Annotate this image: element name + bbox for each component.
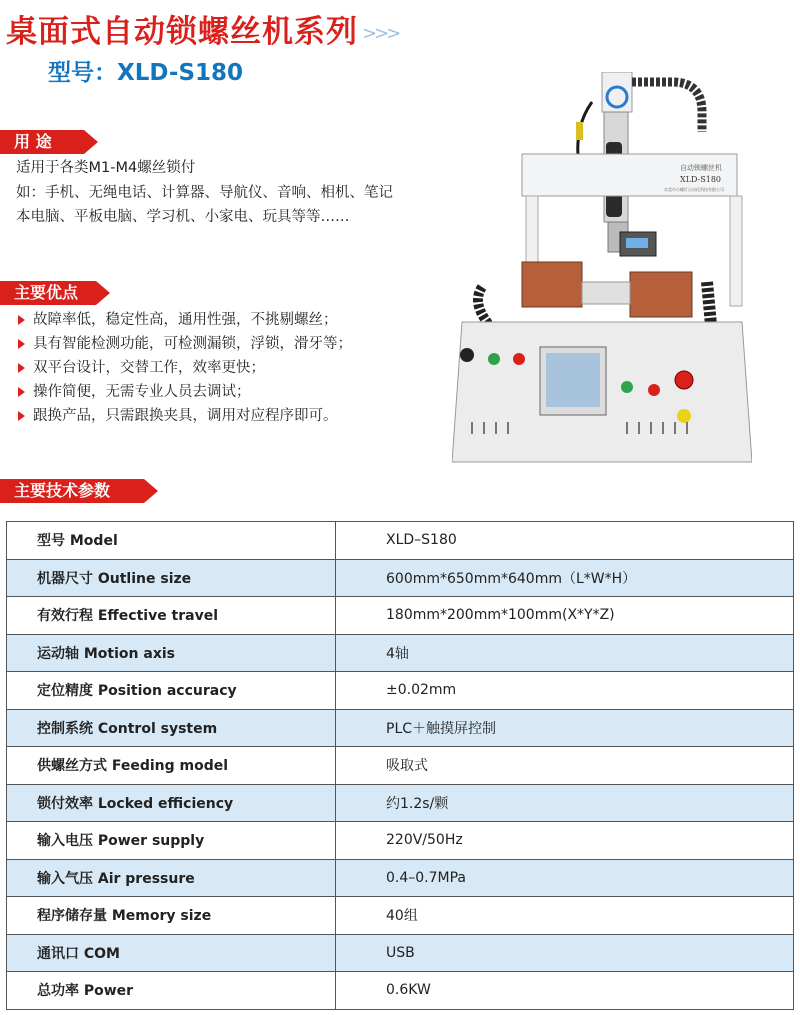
emergency-stop-icon	[675, 371, 693, 389]
green-button-icon	[488, 353, 500, 365]
triangle-bullet-icon	[18, 363, 25, 373]
section-tag-specs	[0, 479, 144, 503]
panel-label: 自动锁螺丝机	[680, 164, 722, 172]
page-title	[6, 6, 398, 51]
table-row	[7, 972, 794, 1010]
spec-value: 40组	[336, 897, 794, 935]
chevron-right-icon: >>>	[362, 23, 399, 44]
spec-label: 控制系统 Control system	[7, 709, 336, 747]
spec-value: 0.4–0.7MPa	[336, 859, 794, 897]
spec-label: 通讯口 COM	[7, 934, 336, 972]
machine-image	[452, 72, 752, 472]
cable-chain-top	[632, 82, 702, 132]
spec-label: 运动轴 Motion axis	[7, 634, 336, 672]
spec-value: 600mm*650mm*640mm（L*W*H）	[336, 559, 794, 597]
table-row	[7, 747, 794, 785]
triangle-bullet-icon	[18, 387, 25, 397]
table-row	[7, 559, 794, 597]
table-row	[7, 672, 794, 710]
advantage-item	[18, 356, 265, 380]
spec-value: 180mm*200mm*100mm(X*Y*Z)	[336, 597, 794, 635]
spec-table	[6, 521, 794, 1010]
spec-value: 220V/50Hz	[336, 822, 794, 860]
usage-line: 适用于各类M1-M4螺丝锁付	[16, 160, 196, 176]
spec-table-body	[7, 522, 794, 1010]
panel-label: 东莞市小螺钉自动化科技有限公司	[664, 187, 724, 192]
spec-label: 总功率 Power	[7, 972, 336, 1010]
table-row	[7, 859, 794, 897]
usage-line: 如：手机、无绳电话、计算器、导航仪、音响、相机、笔记	[16, 185, 393, 201]
spec-value: 0.6KW	[336, 972, 794, 1010]
spec-value: 约1.2s/颗	[336, 784, 794, 822]
spec-label: 锁付效率 Locked efficiency	[7, 784, 336, 822]
advantage-item	[18, 332, 352, 356]
table-row	[7, 709, 794, 747]
table-row	[7, 822, 794, 860]
table-row	[7, 784, 794, 822]
section-tag-advantages	[0, 281, 96, 305]
advantage-item	[18, 380, 251, 404]
section-tag-label: 主要技术参数	[14, 481, 111, 500]
table-row	[7, 634, 794, 672]
section-tag-usage	[0, 130, 84, 154]
spec-value: PLC＋触摸屏控制	[336, 709, 794, 747]
table-row	[7, 934, 794, 972]
advantage-text: 具有智能检测功能，可检测漏锁，浮锁，滑牙等；	[33, 336, 352, 352]
spec-value: 吸取式	[336, 747, 794, 785]
red-button-icon	[648, 384, 660, 396]
spec-label: 程序储存量 Memory size	[7, 897, 336, 935]
triangle-bullet-icon	[18, 315, 25, 325]
spec-label: 输入电压 Power supply	[7, 822, 336, 860]
spec-label: 输入气压 Air pressure	[7, 859, 336, 897]
advantage-text: 故障率低，稳定性高，通用性强，不挑剔螺丝；	[33, 312, 338, 328]
section-tag-label: 用 途	[14, 132, 52, 151]
table-row	[7, 897, 794, 935]
red-button-icon	[513, 353, 525, 365]
usage-line: 本电脑、平板电脑、学习机、小家电、玩具等等……	[16, 209, 350, 225]
green-button-icon	[621, 381, 633, 393]
spec-value: 4轴	[336, 634, 794, 672]
section-tag-label: 主要优点	[14, 283, 79, 302]
spec-label: 定位精度 Position accuracy	[7, 672, 336, 710]
triangle-bullet-icon	[18, 339, 25, 349]
table-row	[7, 522, 794, 560]
advantage-item	[18, 404, 338, 428]
yellow-button-icon	[677, 409, 691, 423]
fixture-left	[522, 262, 582, 307]
spec-value: USB	[336, 934, 794, 972]
model-subtitle: 型号：XLD-S180	[48, 60, 244, 86]
advantage-text: 双平台设计，交替工作，效率更快；	[33, 360, 265, 376]
triangle-bullet-icon	[18, 411, 25, 421]
table-row	[7, 597, 794, 635]
spec-label: 供螺丝方式 Feeding model	[7, 747, 336, 785]
spec-value: ±0.02mm	[336, 672, 794, 710]
spec-label: 型号 Model	[7, 522, 336, 560]
title-text: 桌面式自动锁螺丝机系列	[6, 14, 358, 50]
advantage-item	[18, 308, 338, 332]
spec-label: 有效行程 Effective travel	[7, 597, 336, 635]
spec-label: 机器尺寸 Outline size	[7, 559, 336, 597]
advantage-text: 操作简便，无需专业人员去调试；	[33, 384, 251, 400]
advantage-text: 跟换产品，只需跟换夹具，调用对应程序即可。	[33, 408, 338, 424]
panel-label: XLD-S180	[680, 175, 722, 184]
spec-value: XLD–S180	[336, 522, 794, 560]
fixture-right	[630, 272, 692, 317]
